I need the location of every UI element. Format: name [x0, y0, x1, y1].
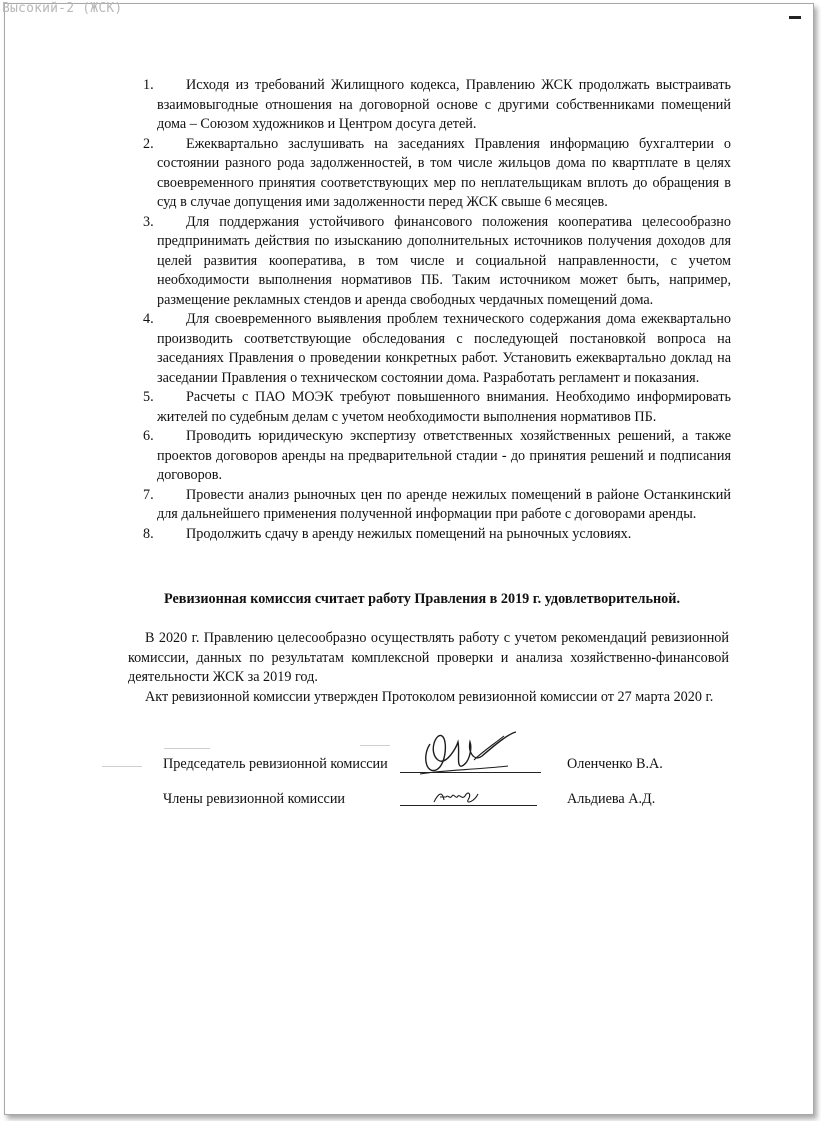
chairman-name: Оленченко В.А. — [567, 756, 663, 772]
recommendation-2020-paragraph: В 2020 г. Правлению целесообразно осуществлять работу с учетом рекомендаций ревизионной комиссии, данных по результатам комплексной проверки и анализа хозяйственно-финансовой деятельности ЖСК за 2019 год. — [128, 630, 729, 685]
scan-speck — [360, 745, 390, 746]
item-number: 2. — [143, 135, 154, 152]
list-item — [143, 135, 731, 213]
item-text: Исходя из требований Жилищного кодекса, Правлению ЖСК продолжать выстраивать взаимовыгодные отношения на договорной основе с другими собственниками помещений дома – Союзом художников и Центром досуга детей. — [157, 77, 731, 132]
commission-verdict: Ревизионная комиссия считает работу Правления в 2019 г. удовлетворительной. — [164, 591, 680, 607]
item-number: 7. — [143, 486, 154, 503]
list-item — [143, 76, 731, 135]
item-text: Провести анализ рыночных цен по аренде нежилых помещений в районе Останкинский для дальнейшего применения полученной информации при работе с договорами аренды. — [157, 486, 731, 522]
item-text: Проводить юридическую экспертизу ответственных хозяйственных решений, а также проектов договоров аренды на предварительной стадии - до принятия решений и подписания договоров. — [157, 428, 731, 483]
members-role: Члены ревизионной комиссии — [163, 791, 346, 807]
item-text: Для своевременного выявления проблем технического содержания дома ежеквартально производить соответствующие обследования с последующей постановкой вопроса на заседаниях Правления о проведении конкретных работ. Установить ежеквартально доклад на заседании Правления о техническом состоянии дома. Разработать регламент и показания. — [157, 311, 731, 386]
item-number: 4. — [143, 311, 154, 327]
member-signature — [432, 786, 482, 806]
list-item — [143, 427, 731, 486]
recommendations-list — [143, 76, 731, 544]
item-text: Ежеквартально заслушивать на заседаниях Правления информацию бухгалтерии о состоянии разного рода задолженностей, в том числе жильцов дома по квартплате в целях своевременного принятия соответствующих мер по неплательщикам вплоть до обращения в суд в случае допущения ими задолженности перед ЖСК свыше 6 месяцев. — [157, 135, 731, 210]
scan-speck — [102, 766, 142, 767]
item-number: 5. — [143, 389, 154, 405]
list-item — [143, 388, 731, 427]
list-item — [143, 486, 731, 525]
list-item — [143, 213, 731, 311]
chairman-role: Председатель ревизионной комиссии — [163, 756, 388, 772]
watermark-label: Высокий-2 (ЖСК) — [2, 1, 123, 16]
item-text: Для поддержания устойчивого финансового положения кооператива целесообразно предпринимать действия по изысканию дополнительных источников получения доходов для целей развития кооператива, в том числе и социальной направленности, с учетом необходимости выполнения нормативов ПБ. Таким источником может быть, например, размещение рекламных стендов и аренда свободных чердачных помещений дома. — [157, 213, 731, 308]
corner-mark — [789, 16, 801, 19]
member-name: Альдиева А.Д. — [567, 791, 656, 807]
item-number: 8. — [143, 525, 154, 542]
item-text: Продолжить сдачу в аренду нежилых помещений на рыночных условиях. — [186, 525, 632, 542]
list-item — [143, 525, 731, 545]
scan-speck — [164, 748, 210, 749]
act-approval-paragraph: Акт ревизионной комиссии утвержден Протоколом ревизионной комиссии от 27 марта 2020 г. — [145, 689, 714, 705]
item-text: Расчеты с ПАО МОЭК требуют повышенного внимания. Необходимо информировать жителей по судебным делам с учетом необходимости выполнения нормативов ПБ. — [157, 389, 731, 425]
chairman-signature — [412, 726, 524, 782]
item-number: 3. — [143, 213, 154, 230]
item-number: 1. — [143, 77, 154, 93]
item-number: 6. — [143, 428, 154, 444]
list-item — [143, 310, 731, 388]
